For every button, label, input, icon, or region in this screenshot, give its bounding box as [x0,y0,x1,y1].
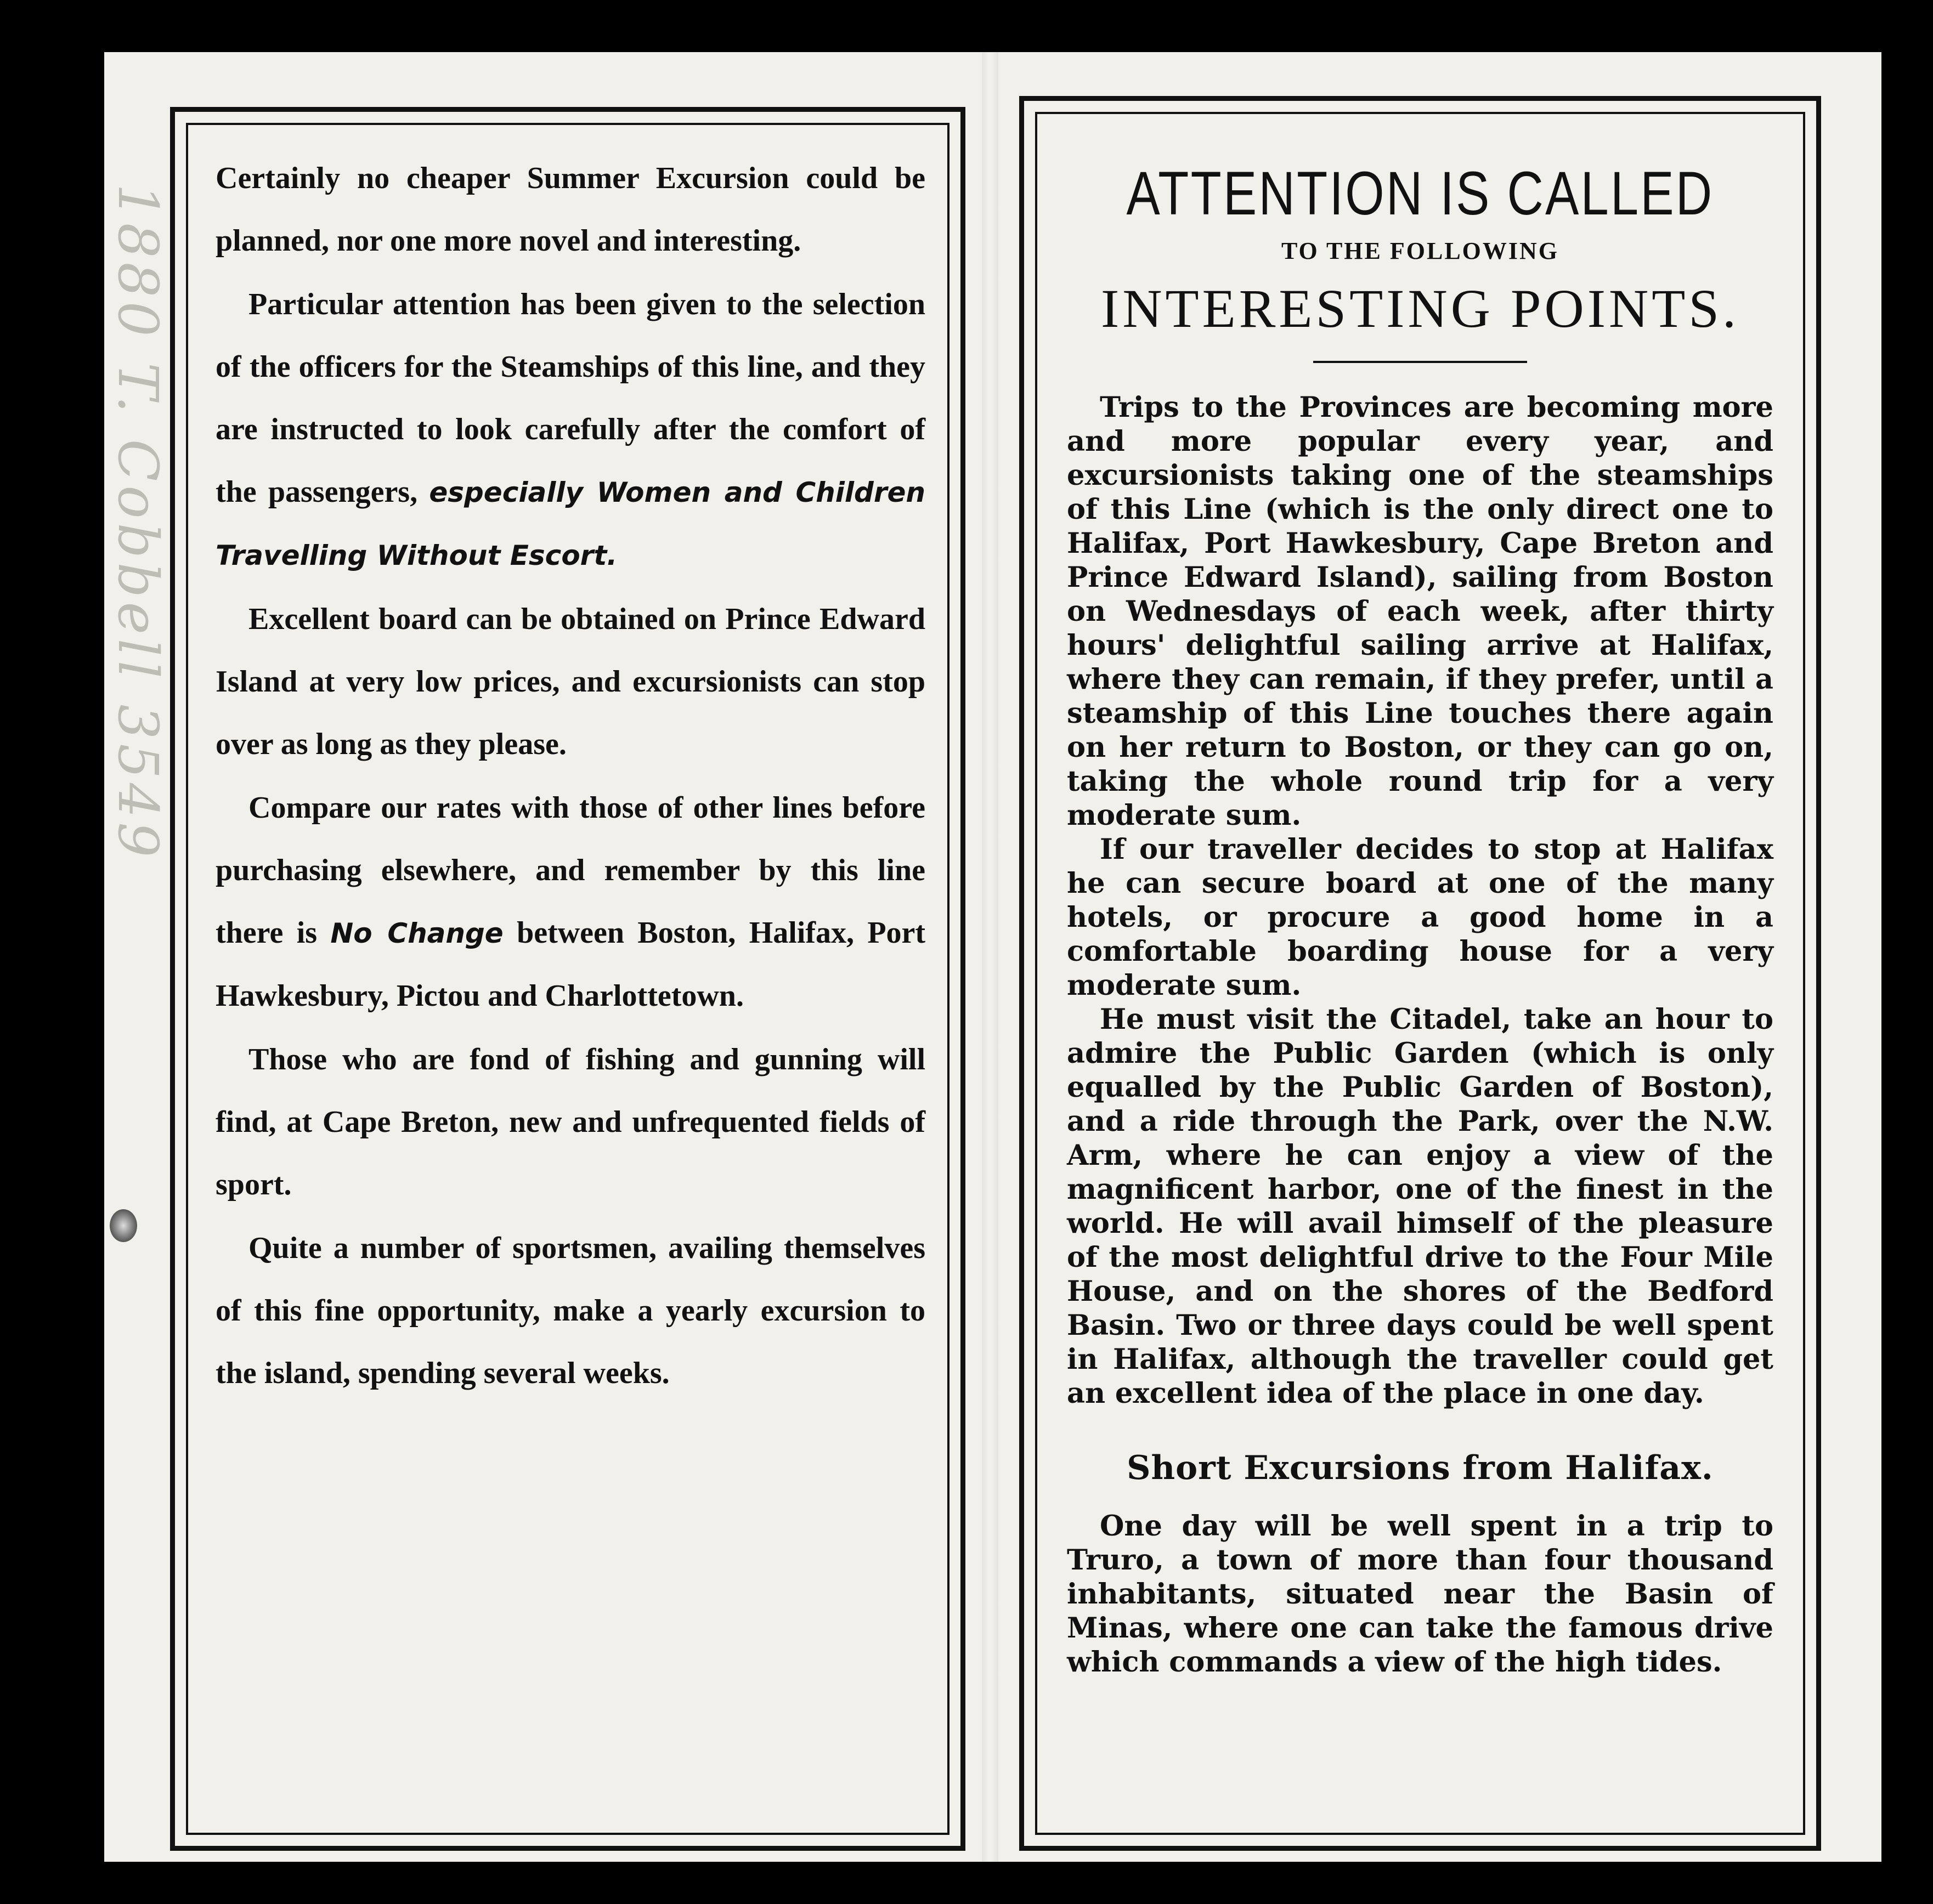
right-page-body [1059,390,1781,1410]
heading-short-excursions: Short Excursions from Halifax. [1127,1449,1714,1487]
right-page-inner-border [1035,112,1805,1835]
margin-note-text: 1880 T. Cobbell 3549 [106,184,170,862]
left-page-inner-border [186,123,949,1835]
no-change-emphasis: No Change [330,917,504,949]
women-children-emphasis: especially Women and Children Travelling Without Escort. [216,477,925,571]
right-page-content [1059,158,1781,1679]
paragraph-citadel: He must visit the Citadel, take an hour to admire the Public Garden (which is only equalled by the Public Garden of Boston), and a ride through the Park, over the N.W. Arm, where he can enjoy a view of the magnificent harbor, one of the finest in the world. He will avail himself of the pleasure of the most delightful drive to the Four Mile House, and on the shores of the Bedford Basin. Two or three days could be well spent in Halifax, although the traveller could get an excellent idea of the place in one day. [1067,1003,1773,1410]
left-page-text [216,147,925,1406]
paragraph-sportsmen: Quite a number of sportsmen, availing themselves of this fine opportunity, make a yearly excursion to the island, spending several weeks. [216,1231,925,1390]
brochure-sheet [104,52,1881,1862]
ink-smudge [110,1209,137,1242]
paragraph-trips: Trips to the Provinces are becoming more and more popular every year, and excursionists taking one of the steamships of this Line (which is the only direct one to Halifax, Port Hawkesbury, Cape Breton and Prince Edward Island), sailing from Boston on Wednesdays of each week, after thirty hours' delightful sailing arrive at Halifax, where they can remain, if they prefer, until a steamship of this Line touches there again on her return to Boston, or they can go on, taking the whole round trip for a very moderate sum. [1067,391,1773,832]
fold-spine [982,52,998,1862]
rates-text: Compare our rates with those of other lines before purchasing elsewhere, and remember by this line there is [216,791,925,950]
paragraph-officers [216,273,925,587]
officers-text: Particular attention has been given to the selection of the officers for the Steamships of this line, and they are instructed to look carefully after the comfort of the passengers, [216,287,925,509]
right-page-closing [1059,1509,1781,1679]
paragraph-truro: One day will be well spent in a trip to Truro, a town of more than four thousand inhabitants, situated near the Basin of Minas, where one can take the famous drive which commands a view of the high tides. [1067,1510,1773,1679]
heading-interesting-points: INTERESTING POINTS. [1101,278,1739,339]
paragraph-board: Excellent board can be obtained on Prince Edward Island at very low prices, and excursionists can stop over as long as they please. [216,602,925,761]
left-page-border [170,107,965,1851]
heading-attention: ATTENTION IS CALLED [1126,159,1714,228]
paragraph-halifax-board: If our traveller decides to stop at Halifax he can secure board at one of the many hotels, or procure a good home in a comfortable boarding house for a very moderate sum. [1067,833,1773,1002]
paragraph-fishing: Those who are fond of fishing and gunning will find, at Cape Breton, new and unfrequented fields of sport. [216,1042,925,1202]
right-page-border [1019,96,1821,1851]
paragraph-rates [216,777,925,1027]
ports-text: between Boston, Halifax, Port Hawkesbury, Pictou and Charlottetown. [216,916,926,1013]
paragraph-excursion: Certainly no cheaper Summer Excursion could be planned, nor one more novel and interesting. [216,161,925,258]
heading-to-the-following: TO THE FOLLOWING [1281,237,1559,264]
heading-divider [1313,361,1527,363]
